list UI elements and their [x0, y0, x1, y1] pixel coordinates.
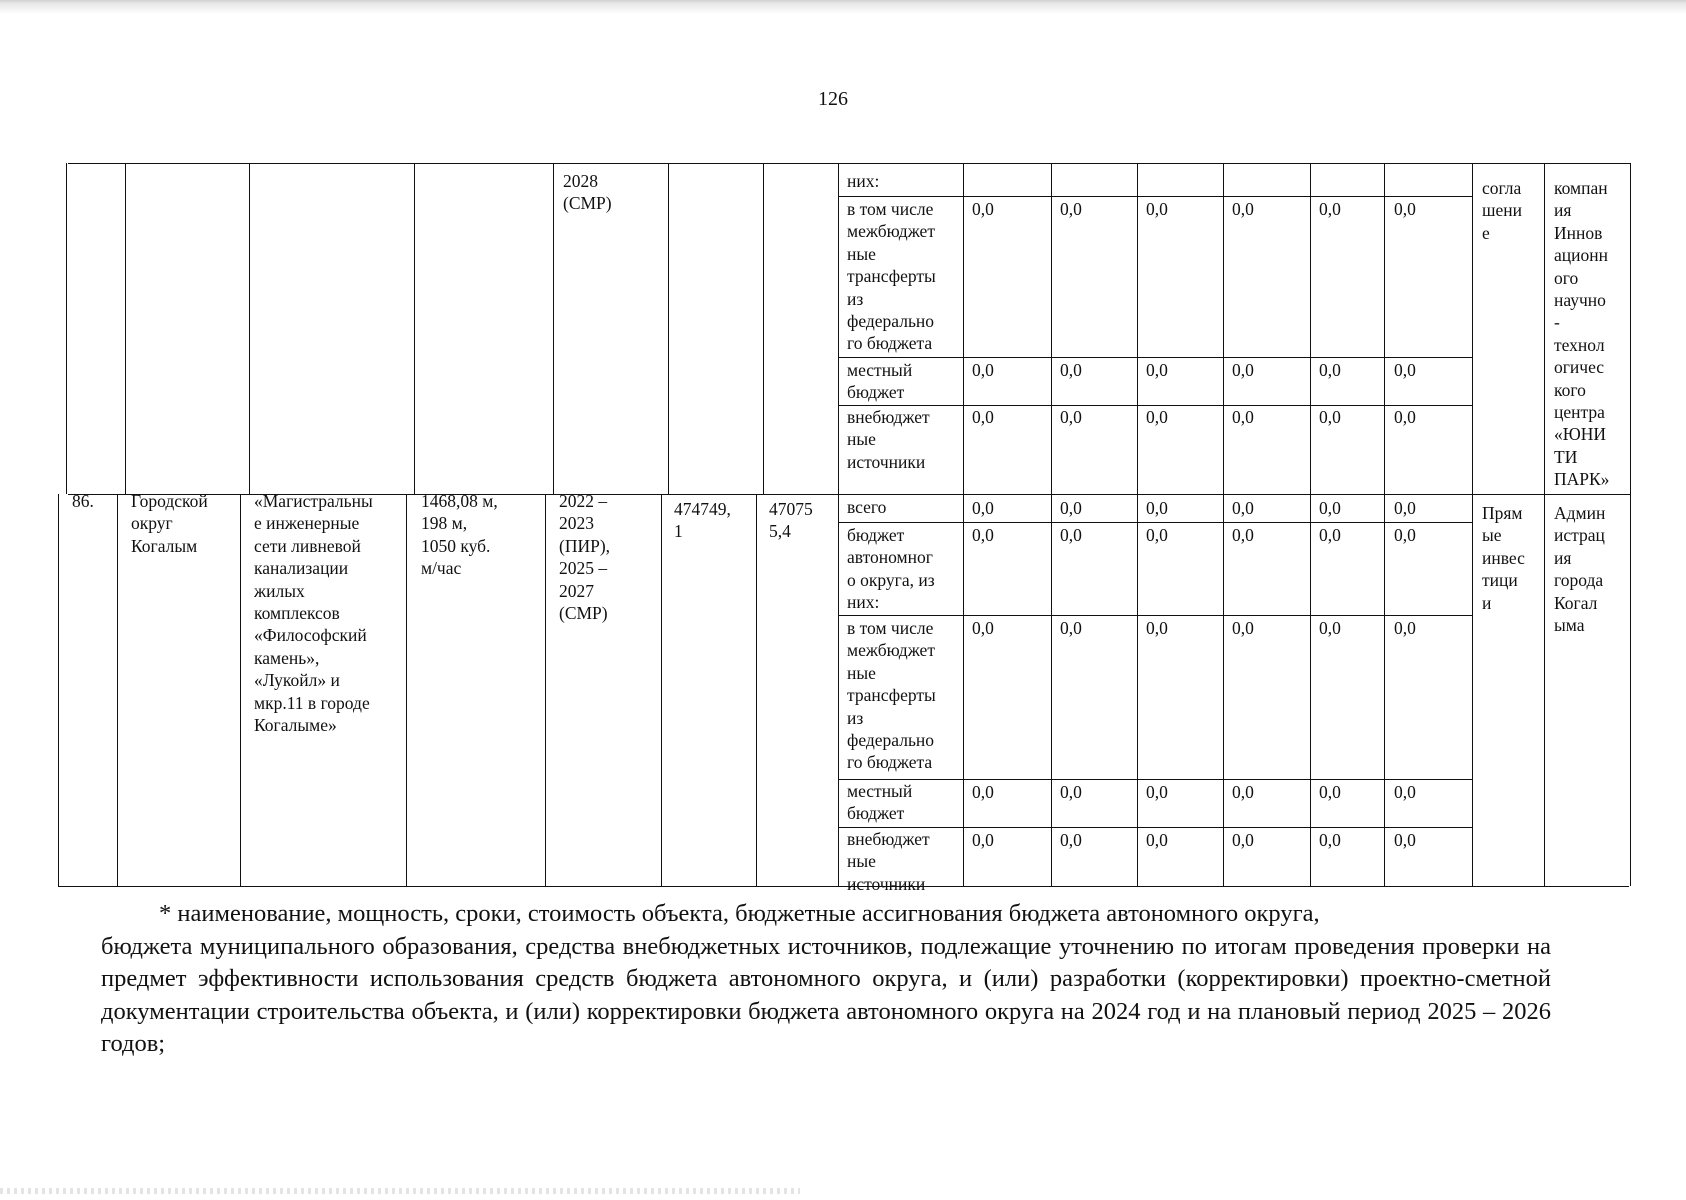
col-line	[125, 163, 126, 494]
prev-row-value: 0,0	[1319, 360, 1341, 380]
prev-row-value: 0,0	[1060, 199, 1082, 219]
col-line	[240, 494, 241, 886]
prev-row-value: 0,0	[1060, 407, 1082, 427]
col-line	[756, 494, 757, 886]
prev-row-value: 0,0	[972, 199, 994, 219]
col-line	[1630, 163, 1631, 886]
prev-period: 2028 (СМР)	[563, 171, 612, 214]
col-line	[1472, 163, 1473, 886]
item-row-label: бюджет автономног о округа, из них:	[847, 525, 935, 613]
col-line	[1384, 163, 1385, 886]
footnote-first-line: * наименование, мощность, сроки, стоимость объекта, бюджетные ассигнования бюджета автономного округа,	[159, 900, 1320, 927]
item-row-value: 0,0	[1146, 525, 1168, 545]
item-row-value: 0,0	[1319, 830, 1341, 850]
prev-row-value: 0,0	[1232, 360, 1254, 380]
prev-responsible: компан ия Иннов ационн ого научно - технол огичес кого центра «ЮНИ ТИ ПАРК»	[1554, 178, 1610, 490]
col-line	[668, 163, 669, 494]
item-row-label: всего	[847, 497, 887, 517]
prev-row-label: местный бюджет	[847, 360, 913, 403]
row-line	[838, 615, 1473, 616]
col-line	[553, 163, 554, 494]
prev-row-value: 0,0	[972, 407, 994, 427]
item-row-value: 0,0	[1060, 830, 1082, 850]
col-line	[963, 163, 964, 886]
item-row-value: 0,0	[972, 782, 994, 802]
item-row-value: 0,0	[972, 525, 994, 545]
page-number: 126	[818, 88, 848, 110]
table-top-border	[68, 163, 1631, 164]
col-line	[1137, 163, 1138, 886]
footnote-body: бюджета муниципального образования, средства внебюджетных источников, подлежащие уточнению по итогам проведения проверки на предмет эффективности использования средств бюджета автономного округа, и (или) разработки (корректировки) проектно-сметной документации строительства объекта, и (или) корректировки бюджета автономного округа на 2024 год и на плановый период 2025 – 2026 годов;	[101, 932, 1551, 1057]
item-row-value: 0,0	[1146, 782, 1168, 802]
item-row-value: 0,0	[1394, 782, 1416, 802]
col-line	[249, 163, 250, 494]
item-row-value: 0,0	[972, 618, 994, 638]
col-line	[763, 163, 764, 494]
prev-row-value: 0,0	[1232, 199, 1254, 219]
item-row-value: 0,0	[1060, 525, 1082, 545]
prev-row-value: 0,0	[1060, 360, 1082, 380]
item-row-value: 0,0	[1319, 782, 1341, 802]
table-bottom-border	[58, 886, 1629, 887]
col-line	[414, 163, 415, 494]
item-row-value: 0,0	[1319, 498, 1341, 518]
item-row-value: 0,0	[972, 830, 994, 850]
footnote	[101, 898, 1551, 1061]
item-row-value: 0,0	[1319, 618, 1341, 638]
prev-row-value: 0,0	[972, 360, 994, 380]
item-row-label: местный бюджет	[847, 781, 913, 824]
item-row-value: 0,0	[1232, 525, 1254, 545]
prev-row-label: них:	[847, 171, 880, 191]
prev-row-value: 0,0	[1146, 199, 1168, 219]
item-mechanism: Прям ые инвес тици и	[1482, 503, 1525, 613]
prev-row-value: 0,0	[1319, 407, 1341, 427]
item-capacity: 1468,08 м, 198 м, 1050 куб. м/час	[421, 491, 498, 579]
col-line	[1310, 163, 1311, 886]
item-row-label: в том числе межбюджет ные трансферты из федерально го бюджета	[847, 618, 936, 773]
item-row-value: 0,0	[1146, 498, 1168, 518]
item-number: 86.	[72, 491, 94, 511]
prev-row-label: в том числе межбюджет ные трансферты из федерально го бюджета	[847, 199, 936, 354]
prev-row-value: 0,0	[1394, 199, 1416, 219]
item-row-value: 0,0	[1232, 782, 1254, 802]
item-row-value: 0,0	[1146, 830, 1168, 850]
prev-row-value: 0,0	[1232, 407, 1254, 427]
col-line	[661, 494, 662, 886]
row-line	[838, 827, 1473, 828]
item-object-name: «Магистральны е инженерные сети ливневой канализации жилых комплексов «Философский камень», «Лукойл» и мкр.11 в городе Когалыме»	[254, 491, 373, 736]
col-line	[1051, 163, 1052, 886]
item-cost-secondary: 47075 5,4	[769, 499, 813, 542]
item-row-value: 0,0	[1394, 618, 1416, 638]
col-line	[545, 494, 546, 886]
item-row-value: 0,0	[972, 498, 994, 518]
col-line	[406, 494, 407, 886]
scan-edge-bottom	[0, 1188, 800, 1194]
prev-row-value: 0,0	[1394, 360, 1416, 380]
row-line	[838, 779, 1473, 780]
prev-mechanism: согла шени е	[1482, 178, 1522, 243]
item-row-value: 0,0	[1232, 830, 1254, 850]
item-row-value: 0,0	[1232, 498, 1254, 518]
col-line	[117, 494, 118, 886]
scan-edge-top	[0, 0, 1686, 14]
prev-row-value: 0,0	[1146, 407, 1168, 427]
item-row-value: 0,0	[1060, 498, 1082, 518]
prev-row-label: внебюджет ные источники	[847, 407, 930, 472]
item-row-value: 0,0	[1146, 618, 1168, 638]
row-line	[838, 196, 1473, 197]
col-line	[1223, 163, 1224, 886]
item-responsible: Админ истрац ия города Когал ыма	[1554, 503, 1606, 636]
item-row-label: внебюджет ные источники	[847, 829, 930, 894]
item-row-value: 0,0	[1232, 618, 1254, 638]
item-row-value: 0,0	[1060, 618, 1082, 638]
prev-row-value: 0,0	[1146, 360, 1168, 380]
col-line	[1544, 163, 1545, 886]
item-row-value: 0,0	[1394, 498, 1416, 518]
col-line	[838, 163, 839, 886]
col-line	[58, 494, 59, 886]
col-line	[66, 163, 67, 494]
item-row-value: 0,0	[1060, 782, 1082, 802]
item-row-value: 0,0	[1319, 525, 1341, 545]
row-line	[838, 357, 1473, 358]
item-cost-total: 474749, 1	[674, 499, 731, 542]
item-row-value: 0,0	[1394, 830, 1416, 850]
prev-row-value: 0,0	[1319, 199, 1341, 219]
item-period: 2022 – 2023 (ПИР), 2025 – 2027 (СМР)	[559, 491, 611, 624]
row-line	[838, 522, 1473, 523]
item-municipality: Городской округ Когалым	[131, 491, 208, 556]
prev-row-value: 0,0	[1394, 407, 1416, 427]
item-row-value: 0,0	[1394, 525, 1416, 545]
